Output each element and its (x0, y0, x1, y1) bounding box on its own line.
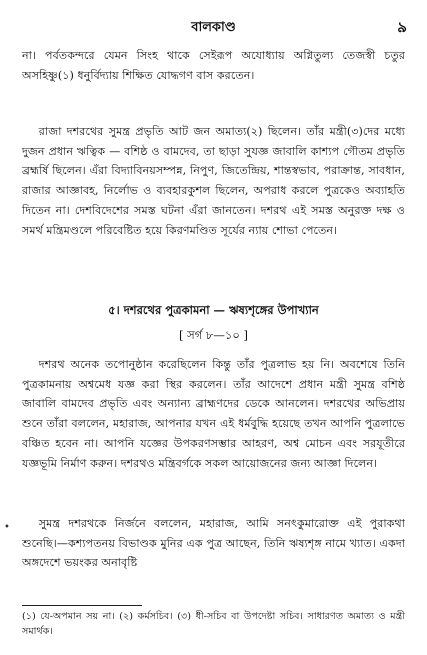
text-block-2 (22, 122, 405, 240)
running-title: বালকাণ্ড (191, 20, 236, 35)
footnote-divider (22, 605, 142, 606)
paragraph-1: না। পর্বতকন্দরে যেমন সিংহ থাকে সেইরূপ অযোধ্যায় অগ্নিতুল্য তেজস্বী চতুর অসহিষ্ণু(১) ধনুর্বিদ্যায় শিক্ষিত যোদ্ধগণ বাস করতেন। (22, 49, 405, 82)
page-number: ৯ (397, 18, 407, 36)
paragraph-4: সুমন্ত্র দশরথকে নির্জনে বললেন, মহারাজ, আমি সনৎকুমারোক্ত এই পুরাকথা শুনেছি।—কশ্যপতনয় বিভাণ্ডক মুনির এক পুত্র আছেন, তিনি ঋষ্যশৃঙ্গ নামে খ্যাত। একদা অঙ্গদেশে ভয়ংকর অনাবৃষ্টি (22, 517, 405, 570)
paragraph-3: দশরথ অনেক তপোনুষ্ঠান করেছিলেন কিন্তু তাঁর পুত্রলাভ হয় নি। অবশেষে তিনি পুত্রকামনায় অশ্বমেধ যজ্ঞ করা স্থির করলেন। তাঁর আদেশে প্রধান মন্ত্রী সুমন্ত্র বশিষ্ঠ জাবালি বামদেব প্রভৃতি এবং অন্যান্য ব্রাহ্মণদের ডেকে আনলেন। দশরথের অভিপ্রায় শুনে তাঁরা বললেন, মহারাজ, আপনার যখন এই ধর্মবুদ্ধি হয়েছে তখন আপনি পুত্রলাভে বঞ্চিত হবেন না। আপনি যজ্ঞের উপকরণসম্ভার আহরণ, অশ্ব মোচন এবং সরযূতীরে যজ্ঞভূমি নির্মাণ করুন। দশরথও মন্ত্রিবর্গকে সকল আয়োজনের জন্য আজ্ঞা দিলেন। (22, 358, 405, 470)
margin-mark: • (4, 522, 10, 533)
sarga-label: [ সর্গ ৮—১০ ] (179, 328, 248, 342)
section-heading: ৫। দশরথের পুত্রকামনা — ঋষ্যশৃঙ্গের উপাখ্যান (108, 303, 319, 317)
page-header (20, 18, 407, 38)
text-block-1 (22, 46, 405, 85)
text-block-4 (22, 514, 405, 573)
text-block-3 (22, 355, 405, 473)
paragraph-2: রাজা দশরথের সুমন্ত্র প্রভৃতি আট জন অমাত্য(২) ছিলেন। তাঁর মন্ত্রী(৩)দের মধ্যে দুজন প্রধান ঋত্বিক — বশিষ্ঠ ও বামদেব, তা ছাড়া সুযজ্ঞ জাবালি কাশ্যপ গৌতম প্রভৃতি ব্রহ্মর্ষি ছিলেন। এঁরা বিদ্যাবিনয়সম্পন্ন, নিপুণ, জিতেন্দ্রিয়, শান্তস্বভাব, পরাক্রান্ত, সাবধান, রাজার আজ্ঞাবহ, নির্লোভ ও ব্যবহারকুশল ছিলেন, অপরাধ করলে পুত্রকেও অব্যাহতি দিতেন না। দেশবিদেশের সমস্ত ঘটনা এঁরা জানতেন। দশরথ এই সমস্ত অনুরক্ত দক্ষ ও সমর্থ মন্ত্রিমণ্ডলে পরিবেষ্টিত হয়ে কিরণমণ্ডিত সূর্যের ন্যায় শোভা পেতেন। (22, 125, 405, 237)
footnotes: (১) যে-অপমান সয় না। (২) কর্মসচিব। (৩) ধী-সচিব বা উপদেষ্টা সচিব। সাধারণত অমাত্য ও মন্ত্রী সমার্থক। (22, 611, 405, 637)
